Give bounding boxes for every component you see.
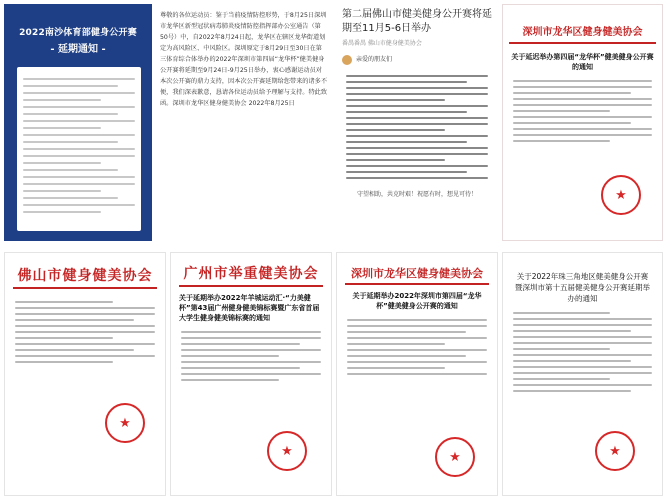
article-body xyxy=(336,75,498,179)
notice-pearl-river-delta[interactable] xyxy=(502,252,663,496)
notice-text-longhua[interactable] xyxy=(156,4,332,241)
red-seal-icon: ★ xyxy=(267,431,307,471)
doc-body xyxy=(337,319,497,375)
red-seal-icon: ★ xyxy=(105,403,145,443)
red-seal-icon: ★ xyxy=(435,437,475,477)
article-title: 第二届佛山市健美健身公开赛将延期至11月5-6日举办 xyxy=(342,9,492,34)
doc-body xyxy=(5,291,165,363)
notice-guangzhou-red[interactable] xyxy=(170,252,332,496)
doc-body xyxy=(503,80,662,142)
greeting-row xyxy=(336,49,498,71)
org-header: 广州市举重健美协会 xyxy=(183,266,319,282)
article-foshan[interactable] xyxy=(336,4,498,241)
doc-title: 关于延期举办2022年深圳市第四届“龙华杯”健美健身公开赛的通知 xyxy=(352,292,482,310)
red-divider xyxy=(509,42,656,44)
doc-title: 关于2022年珠三角地区健美健身公开赛暨深圳市第十五届健美健身公开赛延期举办的通知 xyxy=(515,272,650,303)
red-divider xyxy=(179,285,323,287)
red-seal-icon: ★ xyxy=(601,175,641,215)
org-header: 深圳市龙华区健身健美协会 xyxy=(522,27,643,38)
org-header: 佛山市健身健美协会 xyxy=(17,268,153,284)
avatar-icon xyxy=(342,55,352,65)
notice-body-text: 尊敬的各位运动员：鉴于当前疫情防控形势，于8月25日深圳市龙华区新型冠状病毒肺炎疫情防控指挥部办公室通告（第50号）中，自2022年8月24日起，龙华区在辖区龙华街道划定为高风险区、中风险区。深圳原定于8月29日至30日在第三体育综合体举办的2022年深圳市第四届“龙华杯”健美健身公开赛将延期至9月24日-9月25日举办，衷心感谢运动员对本次公开赛的鼎力支持，因本次公开赛延期给您带来的诸多不便，我们深表歉意，恳请各位运动员给予理解与支持。特此致函。深圳市龙华区健身健美协会 2022年8月25日 xyxy=(160,12,328,107)
notice-longhua-red[interactable] xyxy=(502,4,663,241)
article-footer: 守望相助，共克时艰！祝愿有时，想见可待！ xyxy=(356,191,477,198)
red-divider xyxy=(345,283,489,285)
doc-body xyxy=(503,312,662,392)
notice-subtitle: - 延期通知 - xyxy=(50,44,106,55)
notice-image-nansha[interactable] xyxy=(4,4,152,241)
doc-title: 关于延迟举办第四届“龙华杯”健美健身公开赛的通知 xyxy=(511,53,654,71)
notice-title: 2022南沙体育部健身公开赛 xyxy=(19,28,137,38)
doc-body xyxy=(171,331,331,381)
notice-longhua-red-2[interactable] xyxy=(336,252,498,496)
doc-title: 关于延期举办2022年羊城运动汇·“力美健杯”第43届广州健身健美锦标赛暨广东省首届大学生健身健美锦标赛的通知 xyxy=(179,294,320,322)
article-meta: 番禺番禺 佛山市健身健美协会 xyxy=(342,40,422,47)
greeting-text: 亲爱的朋友们 xyxy=(356,56,393,63)
notice-foshan-red[interactable] xyxy=(4,252,166,496)
red-seal-icon: ★ xyxy=(595,431,635,471)
red-divider xyxy=(13,287,157,289)
org-header: 深圳市龙华区健身健美协会 xyxy=(351,267,483,280)
notice-sheet xyxy=(17,67,141,231)
